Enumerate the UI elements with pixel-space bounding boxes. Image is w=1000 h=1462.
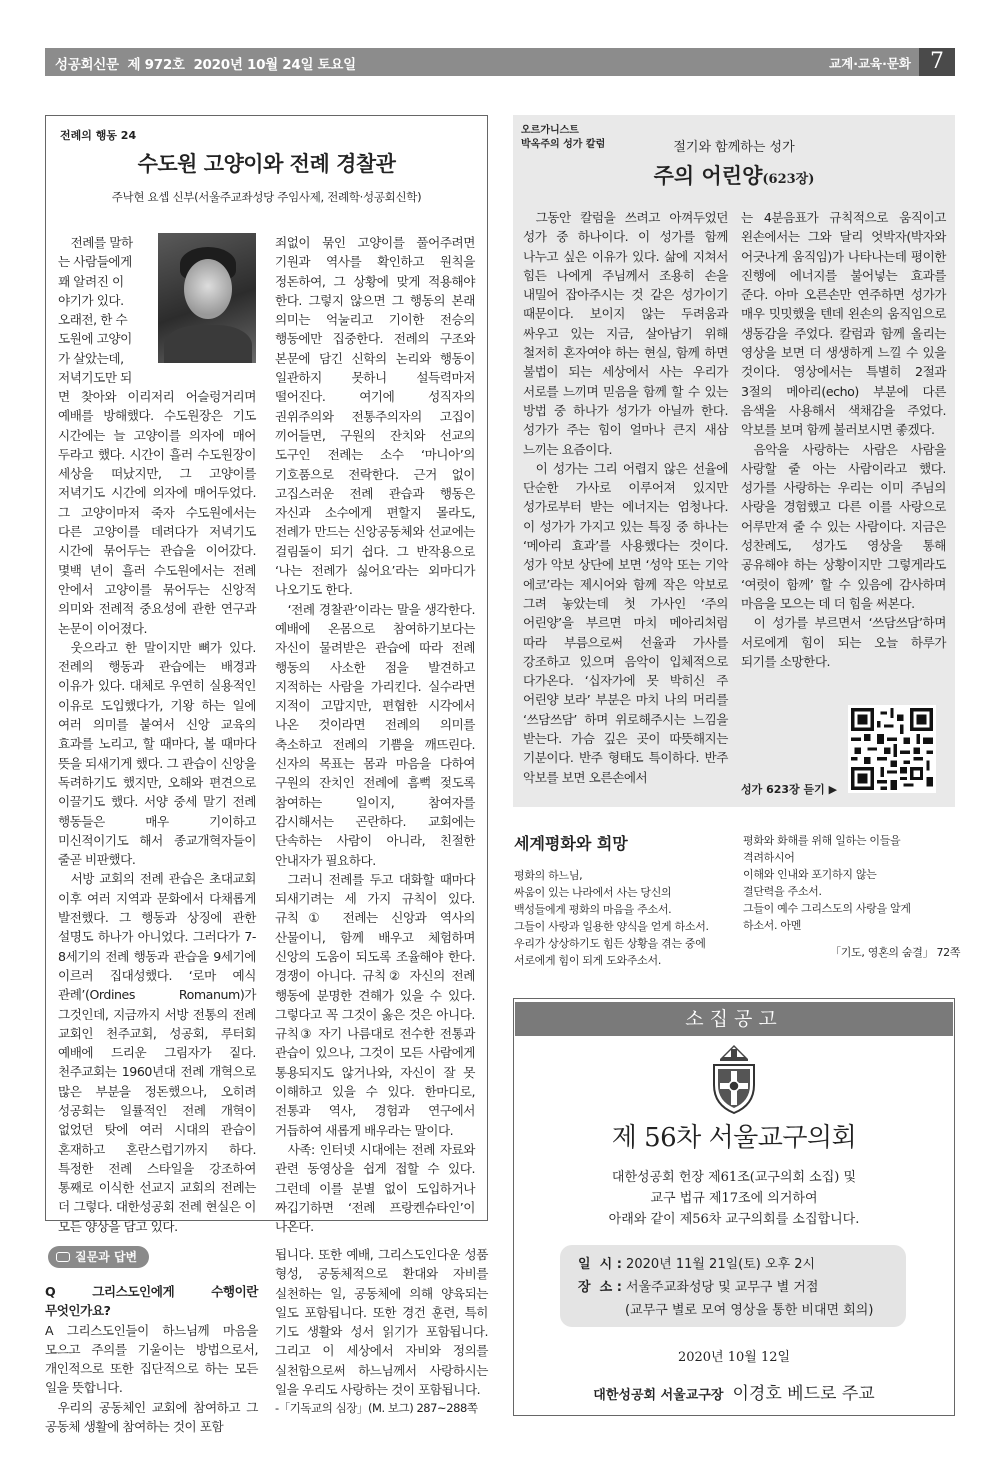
prayer-line: 그들이 사랑과 일용한 양식을 얻게 하소서. bbox=[514, 920, 709, 933]
author-photo bbox=[158, 233, 256, 363]
liturgy-col1 bbox=[58, 387, 256, 1236]
paragraph: 는 4분음표가 규칙적으로 움직이고 왼손에서는 그와 달리 엇박자(박자와 어긋나게 움직임)가 나타나는데 평이한 진행에 에너지를 불어넣는 효과를 준다. 아마 오른손만 연주하면 성가가 매우 밋밋했을 텐데 왼손의 움직임으로 생동감을 주었다. 칼럼과 함께 올리는 영상을 보면 더 생생하게 느낄 수 있을 것이다. 영상에서는 특별히 2절과 3절의 메아리(echo) 부분에 다른 음색을 사용해서 색채감을 주었다. 악보를 보며 함께 불러보시면 좋겠다. bbox=[741, 210, 946, 438]
text-line: 는 사람들에게 bbox=[58, 254, 132, 270]
paper-issue-info: 성공회신문 제 972호 2020년 10월 24일 토요일 bbox=[55, 57, 356, 73]
paragraph: 웃으라고 한 말이지만 뼈가 있다. 전례의 행동과 관습에는 배경과 이유가 있다. 대체로 우연히 실용적인 이유로 도입했다가, 기왕 하는 일에 여러 의미를 붙여서 신앙 교육의 효과를 노리고, 할 때마다, 볼 때마다 뜻을 되새기게 했다. 그 관습이 신앙을 독려하기도 했지만, 오해와 편견으로 이끌기도 했다. 서양 중세 말기 전례 행동들은 매우 기이하고 미신적이기도 해서 종교개혁자들이 줄곧 비판했다. bbox=[58, 639, 256, 868]
text-line: 도원에 고양이 bbox=[58, 331, 132, 347]
article-byline: 주낙현 요셉 신부(서울주교좌성당 주임사제, 전례학·성공회신학) bbox=[111, 190, 422, 204]
paragraph: 죄없이 묶인 고양이를 풀어주려면 기원과 역사를 확인하고 원칙을 정돈하여, 그 상황에 맞게 적용해야 한다. 그렇지 않으면 그 행동의 본래 의미는 억눌리고 기이한 전승의 행동에만 집중한다. 전례의 구조와 본문에 담긴 신학의 논리와 행동이 일관하지 못하니 설득력마저 떨어진다. 여기에 성직자의 권위주의와 전통주의자의 고집이 끼어들면, 구원의 잔치와 선교의 도구인 전례는 소수 ‘마니아’의 기호품으로 전락한다. 근거 없이 고집스러운 전례 관습과 행동은 자신과 소수에게 편할지 몰라도, 전례가 만드는 신앙공동체와 선교에는 걸림돌이 되기 쉽다. 그 반작용으로 ‘나는 전례가 싫어요’라는 외마디가 나오기도 한다. bbox=[275, 235, 475, 598]
signer-org: 대한성공회 서울교구장 bbox=[593, 1388, 724, 1403]
paragraph: 이 성가를 부르면서 ‘쓰담쓰담’하며 서로에게 힘이 되는 오늘 하루가 되기를 소망한다. bbox=[741, 615, 946, 669]
paragraph: 면 찾아와 이리저리 어슬렁거리며 예배를 방해했다. 수도원장은 기도 시간에는 늘 고양이를 의자에 매어 두라고 했다. 시간이 흘러 수도원장이 세상을 떠났지만, 그 고양이를 저녁기도 시간에 의자에 매어두었다. 그 고양이마저 죽자 수도원에서는 다른 고양이를 데려다가 저녁기도 시간에 묶어두는 관습을 이어갔다. 몇백 년이 흘러 수도원에서는 전례 안에서 고양이를 묶어두는 신앙적 의미와 전례적 중요성에 관한 연구과 논문이 이어졌다. bbox=[58, 389, 256, 636]
qa-answer: A 그리스도인들이 하느님께 마음을 모으고 주의를 기울이는 방법으로서, 개인적으로 또한 집단적으로 하는 모든 일을 뜻합니다. bbox=[45, 1322, 258, 1396]
qr-code-icon[interactable] bbox=[848, 705, 936, 793]
place-value: 서울주교좌성당 및 교무구 별 거점 bbox=[626, 1280, 819, 1295]
page-header bbox=[45, 48, 955, 76]
paragraph: 음악을 사랑하는 사람은 사람을 사랑할 줄 아는 사람이라고 했다. 성가를 사랑하는 우리는 이미 주님의 사랑을 경험했고 다른 이를 사랑으로 어루만져 줄 수 있는 사람이다. 지금은 성찬례도, 성가도 영상을 통해 공유해야 하는 상황이지만 그렇게라도 ‘여럿이 함께’ 할 수 있음에 감사하며 마음을 모으는 데 더 힘을 써본다. bbox=[741, 441, 946, 611]
prayer-line: 평화의 하느님, bbox=[514, 869, 583, 882]
prayer-line: 싸움이 있는 나라에서 사는 당신의 bbox=[514, 886, 672, 899]
text-line: 전례를 말하 bbox=[70, 235, 133, 250]
notice-banner: 소집공고 bbox=[515, 1002, 953, 1036]
paragraph: 이 성가는 그리 어렵지 않은 선율에 단순한 가사로 이루어져 있지만 성가로부터 받는 에너지는 엄청나다. 이 성가가 가지고 있는 특징 중 하나는 ‘메아리 효과’를 사용했다는 것이다. 성가 악보 상단에 보면 ‘성악 또는 기악 에코’라는 제시어와 함께 작은 악보로 그려 놓았는데 첫 가사인 ‘주의 어린양’을 부르면 마치 메아리처럼 따라 부름으로써 선율과 가사를 강조하고 있으며 음악이 입체적으로 다가온다. ‘십자가에 못 박히신 주 어린양 보라’ 부분은 마치 나의 머리를 ‘쓰담쓰담’ 하며 위로해주시는 느낌을 받는다. 가슴 깊은 곳이 따뜻해지는 기분이다. 반주 형태도 특이하다. 반주 악보를 보면 오른손에서 bbox=[523, 460, 728, 785]
place-note: (교무구 별로 모여 영상을 통한 비대면 회의) bbox=[625, 1303, 874, 1318]
hymn-title-text: 주의 어린양 bbox=[653, 163, 763, 188]
prayer-line: 우리가 상상하기도 힘든 상황을 겪는 중에 bbox=[514, 937, 706, 950]
page-number: 7 bbox=[919, 48, 955, 76]
paragraph: 사족: 인터넷 시대에는 전례 자료와 관련 동영상을 쉽게 접할 수 있다. 그런데 이를 분별 없이 도입하거나 짜깁기하면 ‘전례 프랑켄슈타인’이 나온다. bbox=[275, 1141, 475, 1235]
qa-answer-cont: 우리의 공동체인 교회에 참여하고 그 공동체 생활에 참여하는 것이 포함 bbox=[45, 1399, 258, 1435]
paragraph: 그동안 칼럼을 쓰려고 아껴두었던 성가 중 하나이다. 이 성가를 함께 나누고 싶은 이유가 있다. 삶에 지쳐서 힘든 나에게 주님께서 조용히 손을 내밀어 잡아주시는 것 같은 성가이기 때문이다. 보이지 않는 두려움과 싸우고 있는 지금, 살아남기 위해 철저히 혼자여야 하는 현실, 함께 하면 불법이 되는 세상에서 사는 우리가 서로를 느끼며 믿음을 함께 할 수 있는 방법 중 하나가 성가가 아닐까 한다. 성가가 주는 힘이 얼마나 큰지 새삼 느끼는 요즘이다. bbox=[523, 210, 728, 457]
notice-title: 제 56차 서울교구의회 bbox=[611, 1123, 857, 1153]
prayer-col1 bbox=[514, 867, 709, 969]
paragraph: 서방 교회의 전례 관습은 초대교회 이후 여러 지역과 문화에서 다채롭게 발전했다. 그 행동과 상징에 관한 설명도 하나가 아니었다. 그러다가 7-8세기의 전례 행동과 관습을 9세기에 이르러 집대성했다. ‘로마 예식 관례’(Ordines Romanum)가 그것인데, 지금까지 서방 전통의 전례 교회인 천주교회, 성공회, 루터회 예배에 드리운 그림자가 짙다. 천주교회는 1960년대 전례 개혁으로 많은 부분을 정돈했으나, 오히려 성공회는 일률적인 전례 개혁이 없었던 탓에 여러 시대의 관습이 혼재하고 혼란스럽기까지 하다. 특정한 전례 스타일을 강조하여 통째로 이식한 선교지 교회의 전례는 더 그렇다. 대한성공회 전례 현실은 이 모든 양상을 담고 있다. bbox=[58, 871, 256, 1234]
hymn-col1 bbox=[523, 208, 728, 787]
hymn-title bbox=[513, 160, 955, 190]
hymn-number: (623장) bbox=[762, 172, 815, 187]
diocese-crest-icon bbox=[704, 1043, 764, 1115]
text-line: 오래전, 한 수 bbox=[58, 312, 128, 328]
section-label: 교계·교육·문화 bbox=[829, 56, 911, 71]
qa-question: Q 그리스도인에게 수행이란 무엇인가요? bbox=[45, 1284, 258, 1319]
series-label: 전례의 행동 24 bbox=[60, 129, 137, 142]
liturgy-col1-top bbox=[58, 233, 154, 387]
text-line: 야기가 있다. bbox=[58, 292, 124, 308]
prayer-line: 서로에게 힘이 되게 도와주소서. bbox=[514, 954, 662, 967]
notice-details bbox=[578, 1253, 873, 1322]
prayer-line: 결단력을 주소서. bbox=[743, 885, 822, 898]
qr-link-label[interactable]: 성가 623장 듣기 ▶ bbox=[741, 783, 838, 796]
article-title: 수도원 고양이와 전례 경찰관 bbox=[137, 151, 396, 176]
prayer-line: 그들이 예수 그리스도의 사랑을 알게 bbox=[743, 902, 911, 915]
notice-line: 교구 법규 제17조에 의거하여 bbox=[650, 1191, 818, 1206]
notice-signature bbox=[513, 1379, 955, 1404]
prayer-source: 「기도, 영혼의 숨결」 72쪽 bbox=[830, 946, 961, 959]
prayer-line: 평화와 화해를 위해 일하는 이들을 bbox=[743, 834, 901, 847]
prayer-line: 하소서. 아멘 bbox=[743, 919, 802, 932]
qa-badge bbox=[48, 1246, 149, 1268]
prayer-line: 백성들에게 평화의 마음을 주소서. bbox=[514, 903, 672, 916]
notice-line: 아래와 같이 제56차 교구의회를 소집합니다. bbox=[608, 1212, 860, 1227]
prayer-col2 bbox=[743, 832, 911, 934]
prayer-line: 이해와 인내와 포기하지 않는 bbox=[743, 868, 877, 881]
place-label: 장 소 : bbox=[578, 1280, 622, 1295]
qa-badge-label: 질문과 답변 bbox=[75, 1250, 138, 1264]
notice-date: 2020년 10월 12일 bbox=[677, 1350, 791, 1365]
text-line: 저녁기도만 되 bbox=[58, 370, 132, 386]
hymn-col2 bbox=[741, 208, 946, 671]
qa-col2 bbox=[275, 1245, 488, 1419]
hymn-tag-line: 오르가니스트 bbox=[521, 125, 579, 136]
date-value: 2020년 11월 21일(토) 오후 2시 bbox=[626, 1257, 816, 1272]
qa-source: -「기독교의 심장」(M. 보그) 287~288쪽 bbox=[275, 1401, 478, 1416]
prayer-title: 세계평화와 희망 bbox=[514, 834, 628, 853]
paragraph: 그러니 전례를 두고 대화할 때마다 되새기려는 세 가지 규칙이 있다. 규칙① 전례는 신앙과 역사의 산물이니, 함께 배우고 체험하며 신앙의 도움이 되도록 조율해야 한다. 경쟁이 아니다. 규칙② 자신의 전례 행동에 분명한 견해가 있을 수 있다. 그렇다고 꼭 그것이 옳은 것은 아니다. 규칙③ 자기 나름대로 전수한 전통과 관습이 있으나, 그것이 모든 사람에게 통용되지도 않거나와, 자신이 잘 못 이해하고 있을 수 있다. 한마디로, 전통과 역사, 경험과 연구에서 거듭하여 새롭게 배우라는 말이다. bbox=[275, 871, 475, 1138]
qa-col1 bbox=[45, 1282, 258, 1436]
notice-line: 대한성공회 헌장 제61조(교구의회 소집) 및 bbox=[611, 1170, 857, 1185]
hymn-subtitle: 절기와 함께하는 성가 bbox=[673, 140, 795, 155]
notice-text bbox=[513, 1167, 955, 1230]
hymn-tag-line: 박옥주의 성가 칼럼 bbox=[521, 139, 606, 150]
chat-icon bbox=[56, 1252, 70, 1262]
text-line: 가 살았는데, bbox=[58, 350, 124, 366]
signer-name: 이경호 베드로 주교 bbox=[732, 1384, 875, 1404]
prayer-line: 격려하시어 bbox=[743, 851, 795, 864]
text-line: 꽤 알려진 이 bbox=[58, 273, 124, 289]
paragraph: ‘전례 경찰관’이라는 말을 생각한다. 예배에 온몸으로 참여하기보다는 자신이 물려받은 관습에 따라 전례 행동의 사소한 점을 발견하고 지적하는 사람을 가리킨다. 실수라면 지적이 고맙지만, 편협한 시각에서 나온 것이라면 전례의 의미를 축소하고 전례의 기쁨을 깨뜨린다. 신자의 목표는 몸과 마음을 다하여 구원의 잔치인 전례에 흠뻑 젖도록 참여하는 일이지, 참여자를 감시해서는 곤란하다. 교회에는 단속하는 사람이 아니라, 친절한 안내자가 필요하다. bbox=[275, 601, 475, 868]
date-label: 일 시 : bbox=[578, 1257, 622, 1272]
qa-answer-cont2: 됩니다. 또한 예배, 그리스도인다운 성품 형성, 공동체적으로 환대와 자비를 실천하는 일, 공동체에 의해 양육되는 일도 포함됩니다. 또한 경건 훈련, 특히 기도 생활와 성서 읽기가 포함됩니다. 그리고 이 세상에서 자비와 정의를 실천함으로써 하느님께서 사랑하시는 일을 우리도 사랑하는 것이 포함됩니다. bbox=[275, 1247, 488, 1398]
liturgy-col2 bbox=[275, 233, 475, 1236]
